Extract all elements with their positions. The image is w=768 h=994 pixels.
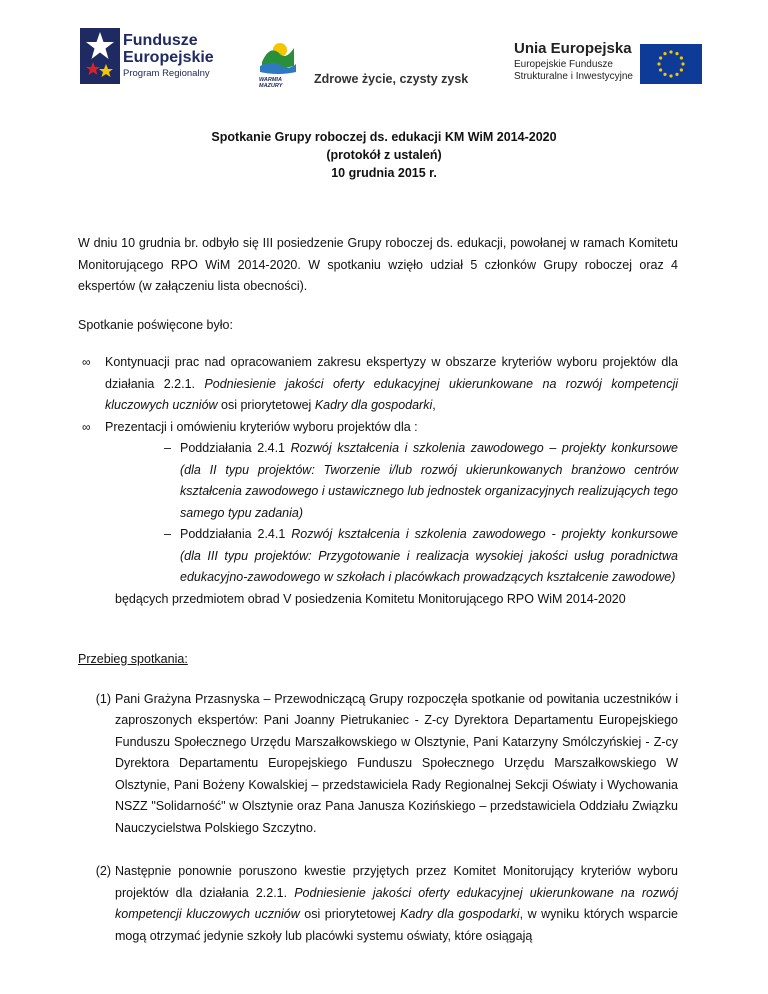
eu-star-icon xyxy=(675,52,678,55)
eu-flag-icon xyxy=(640,44,702,84)
eu-star-icon xyxy=(663,73,666,76)
eu-star-icon xyxy=(669,50,672,53)
infinity-bullet-icon: ∞ xyxy=(82,355,91,369)
warmia-mazury-emblem-icon xyxy=(258,40,298,76)
eu-star-icon xyxy=(669,74,672,77)
eu-star-icon xyxy=(657,62,660,65)
eu-logo-line2: Europejskie Fundusze xyxy=(514,59,613,70)
topic-intro: Spotkanie poświęcone było: xyxy=(78,317,233,332)
list-conclusion: będących przedmiotem obrad V posiedzenia Komitetu Monitorującego RPO WiM 2014-2020 xyxy=(115,591,626,606)
dash-bullet-icon: – xyxy=(164,527,171,541)
list-item: ∞ Kontynuacji prac nad opracowaniem zakresu ekspertyzy w obszarze kryteriów wyboru projektów dla działania 2.2.1. Podniesienie jakości oferty edukacyjnej ukierunkowane na rozwój kompetencji kluczowych uczniów osi priorytetowej Kadry dla gospodarki, xyxy=(78,352,678,417)
topic-list xyxy=(78,352,678,610)
wm-slogan: Zdrowe życie, czysty zysk xyxy=(314,72,469,86)
item-number: (2) xyxy=(95,864,111,878)
eu-star-icon xyxy=(681,62,684,65)
document-title xyxy=(0,128,768,182)
eu-logo-line1: Unia Europejska xyxy=(514,40,632,57)
dash-bullet-icon: – xyxy=(164,441,171,455)
page-header xyxy=(0,0,768,110)
eu-flag xyxy=(640,44,702,89)
fe-logo-line3: Program Regionalny xyxy=(123,68,210,79)
numbered-item: (2) Następnie ponownie poruszono kwestie przyjętych przez Komitet Monitorujący kryteriów wyboru projektów dla działania 2.2.1. Podniesienie jakości oferty edukacyjnej ukierunkowane na rozwój kompetencji kluczowych uczniów osi priorytetowej Kadry dla gospodarki, w wyniku których wsparcie mogą otrzymać jedynie szkoły lub placówki systemu oświaty, które osiągają xyxy=(78,861,678,947)
eu-logo-text xyxy=(514,40,633,83)
infinity-bullet-icon: ∞ xyxy=(82,419,91,434)
fundusze-europejskie-logo xyxy=(80,28,214,84)
section-heading: Przebieg spotkania: xyxy=(78,652,188,666)
list-item: ∞ Prezentacji i omówieniu kryteriów wyboru projektów dla : xyxy=(78,417,678,439)
numbered-item: (1) Pani Grażyna Przasnyska – Przewodniczącą Grupy rozpoczęła spotkanie od powitania uczestników i zaproszonych ekspertów: Pani Joanny Pietrukaniec - Z-cy Dyrektora Departamentu Europejskiego Funduszu Społecznego Urzędu Marszałkowskiego w Olsztynie, Pani Katarzyny Smólczyńskiej - Z-cy Dyrektora Departamentu Europejskiego Funduszu Społecznego Urzędu Marszałkowskiego W Olsztynie, Pani Bożeny Kowalskiej – przedstawiciela Rady Regionalnej Sekcji Oświaty i Wychowania NSZZ "Solidarność" w Olsztynie oraz Pana Janusza Kozińskiego – przedstawiciela Oddziału Związku Nauczycielstwa Polskiego Szczytno. xyxy=(78,689,678,840)
item-number: (1) xyxy=(95,691,111,706)
fe-logo-line1: Fundusze xyxy=(123,32,198,49)
eu-star-icon xyxy=(675,73,678,76)
fe-star-mark-icon xyxy=(80,28,120,84)
wm-logo-text: WARMIA MAZURY xyxy=(259,77,283,89)
title-line3: 10 grudnia 2015 r. xyxy=(331,166,437,180)
title-line2: (protokół z ustaleń) xyxy=(326,148,442,162)
eu-star-icon xyxy=(663,52,666,55)
warmia-mazury-logo xyxy=(258,40,298,89)
eu-logo-line3: Strukturalne i Inwestycyjne xyxy=(514,71,633,82)
title-line1: Spotkanie Grupy roboczej ds. edukacji KM WiM 2014-2020 xyxy=(211,130,557,144)
document-body xyxy=(78,233,678,947)
sub-list-item: – Poddziałania 2.4.1 Rozwój kształcenia i szkolenia zawodowego - projekty konkursowe (dla III typu projektów: Przygotowanie i realizacja wysokiej jakości usług poradnictwa edukacyjno-zawodowego w szkołach i placówkach prowadzących kształcenie zawodowe) xyxy=(78,524,678,589)
sub-list-item: – Poddziałania 2.4.1 Rozwój kształcenia i szkolenia zawodowego – projekty konkursowe (dla II typu projektów: Tworzenie i/lub rozwój ukierunkowanych branżowo centrów kształcenia zawodowego i ustawicznego lub jednostek organizacyjnych realizujących tego samego typu zadania) xyxy=(78,438,678,524)
eu-star-icon xyxy=(680,68,683,71)
eu-star-icon xyxy=(680,56,683,59)
fe-logo-line2: Europejskie xyxy=(123,49,214,66)
eu-star-icon xyxy=(659,56,662,59)
intro-paragraph: W dniu 10 grudnia br. odbyło się III posiedzenie Grupy roboczej ds. edukacji, powołanej w ramach Komitetu Monitorującego RPO WiM 2014-2020. W spotkaniu wzięło udział 5 członków Grupy roboczej oraz 4 ekspertów (w załączeniu lista obecności). xyxy=(78,236,678,293)
eu-star-icon xyxy=(659,68,662,71)
